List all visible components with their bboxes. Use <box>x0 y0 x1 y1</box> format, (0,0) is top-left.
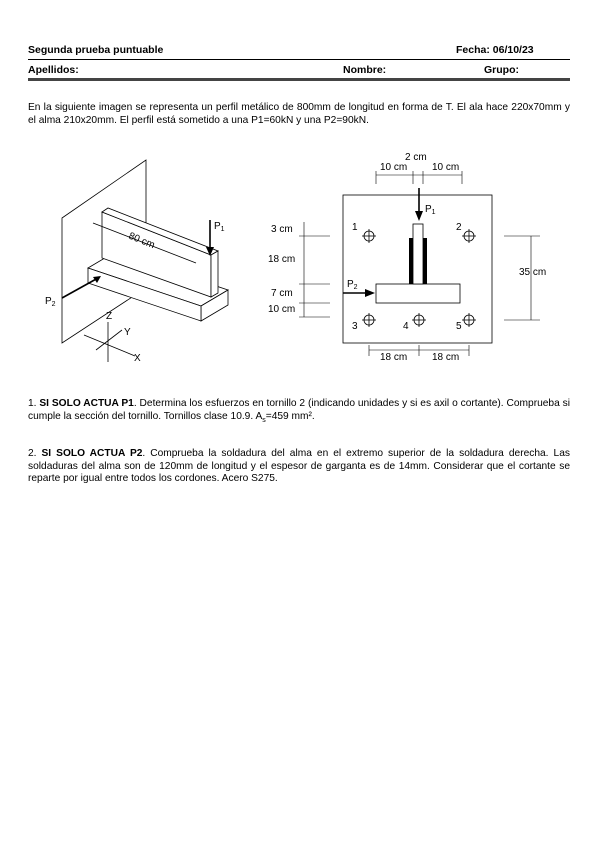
axis-x-label: X <box>134 353 141 364</box>
axis-z-label: Z <box>106 311 113 322</box>
exam-title: Segunda prueba puntuable <box>28 44 164 56</box>
dim-top-right: 10 cm <box>432 162 460 173</box>
dim-10cm: 10 cm <box>268 304 296 315</box>
dim-top-center: 2 cm <box>405 152 427 163</box>
dim-18cm: 18 cm <box>268 254 296 265</box>
bolt-label-4: 4 <box>403 321 409 332</box>
question-2-text-rest: Las soldaduras del alma son de 120mm de longitud y el espesor de garganta es de 14mm. Considerar que el cortante se reparte por igual entre todos los cordones. Acero S275. <box>28 448 570 485</box>
plate-p1-label: $P_1$ <box>425 204 436 216</box>
bolt-label-5: 5 <box>456 321 462 332</box>
name-label: Nombre: <box>343 64 387 76</box>
header-rule-thick <box>28 78 570 81</box>
plate-p2-label: $P_2$ <box>347 279 358 291</box>
header-rule-thin <box>28 59 570 60</box>
dim-top-left: 10 cm <box>380 162 408 173</box>
base-plate-figure <box>255 145 565 370</box>
dim-3cm: 3 cm <box>271 224 293 235</box>
group-label: Grupo: <box>484 64 519 76</box>
question-2-number: 2. <box>28 448 37 459</box>
dim-bottom-right: 18 cm <box>432 352 460 363</box>
question-1-text-2: Comprueba si cumple la sección del tornillo. Tornillos clase 10.9. A <box>28 398 570 422</box>
question-1-text-3: =459 mm². <box>265 410 315 422</box>
question-1 <box>28 398 570 427</box>
dim-7cm: 7 cm <box>271 288 293 299</box>
date-label: Fecha: 06/10/23 <box>456 44 534 56</box>
bolt-label-3: 3 <box>352 321 358 332</box>
intro-paragraph: En la siguiente imagen se representa un perfil metálico de 800mm de longitud en forma de T. El ala hace 220x70mm y el alma 210x20mm. El perfil está sometido a una P1=60kN y una P2=90kN. <box>28 102 570 126</box>
question-2-text: . Comprueba la soldadura del alma en el extremo superior de la soldadura derecha. <box>142 448 549 459</box>
question-1-title: SI SOLO ACTUA P1 <box>39 398 134 409</box>
bolt-label-2: 2 <box>456 222 462 233</box>
isometric-labels <box>40 155 240 370</box>
axis-y-label: Y <box>124 327 131 338</box>
surname-label: Apellidos: <box>28 64 79 76</box>
p1-label: $P_1$ <box>214 221 225 233</box>
dim-35cm: 35 cm <box>519 267 547 278</box>
dim-bottom-left: 18 cm <box>380 352 408 363</box>
question-1-text: . Determina los esfuerzos en tornillo 2 (indicando unidades y si es axil o cortante). <box>133 398 504 409</box>
length-label: 80 cm <box>126 230 157 252</box>
question-2-title: SI SOLO ACTUA P2 <box>41 448 143 459</box>
question-1-subscript: s <box>262 416 266 424</box>
question-1-number: 1. <box>28 398 37 409</box>
p2-label: $P_2$ <box>45 296 56 308</box>
question-2 <box>28 448 570 486</box>
bolt-label-1: 1 <box>352 222 358 233</box>
